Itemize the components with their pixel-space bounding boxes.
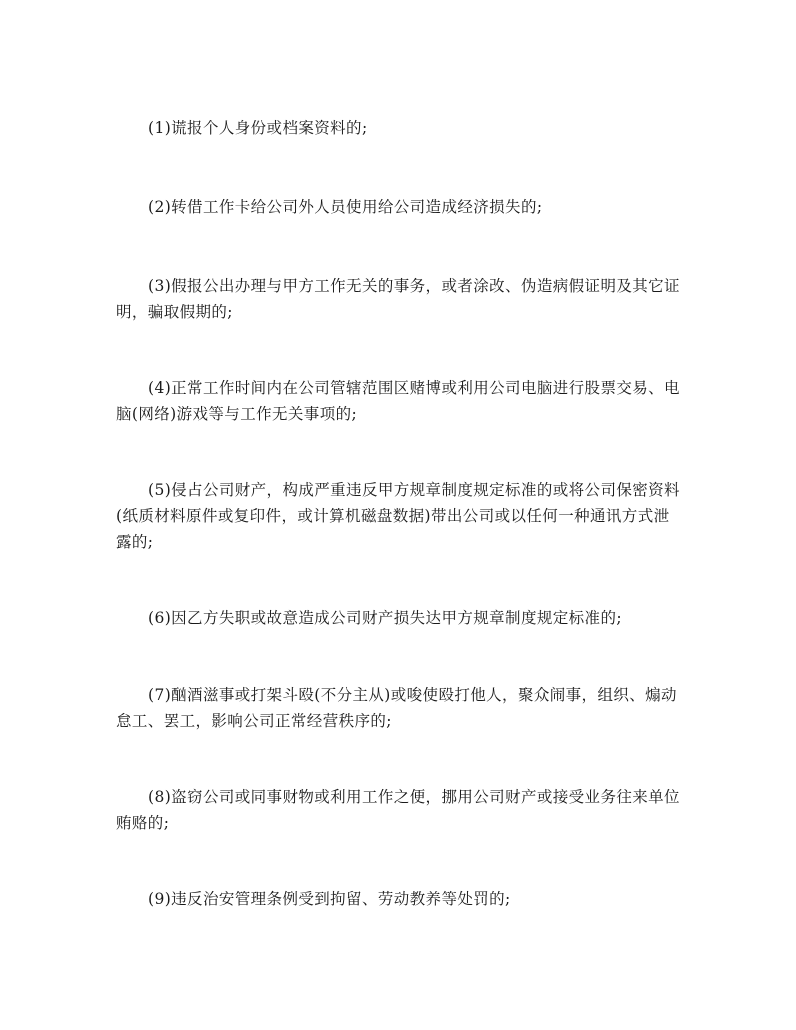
clause-9: (9)违反治安管理条例受到拘留、劳动教养等处罚的; <box>148 890 511 908</box>
clause-3: (3)假报公出办理与甲方工作无关的事务，或者涂改、伪造病假证明及其它证明，骗取假期的; <box>116 277 680 321</box>
clause-8: (8)盗窃公司或同事财物或利用工作之便，挪用公司财产或接受业务往来单位贿赂的; <box>116 788 680 832</box>
clause-6: (6)因乙方失职或故意造成公司财产损失达甲方规章制度规定标准的; <box>148 609 622 627</box>
clause-1: (1)谎报个人身份或档案资料的; <box>148 119 368 137</box>
clause-4: (4)正常工作时间内在公司管辖范围区赌博或利用公司电脑进行股票交易、电脑(网络)游戏等与工作无关事项的; <box>116 379 680 423</box>
clause-5: (5)侵占公司财产，构成严重违反甲方规章制度规定标准的或将公司保密资料(纸质材料原件或复印件，或计算机磁盘数据)带出公司或以任何一种通讯方式泄露的; <box>116 481 680 551</box>
clause-2: (2)转借工作卡给公司外人员使用给公司造成经济损失的; <box>148 198 543 216</box>
clause-7: (7)酗酒滋事或打架斗殴(不分主从)或唆使殴打他人，聚众闹事，组织、煽动怠工、罢工，影响公司正常经营秩序的; <box>116 686 677 730</box>
